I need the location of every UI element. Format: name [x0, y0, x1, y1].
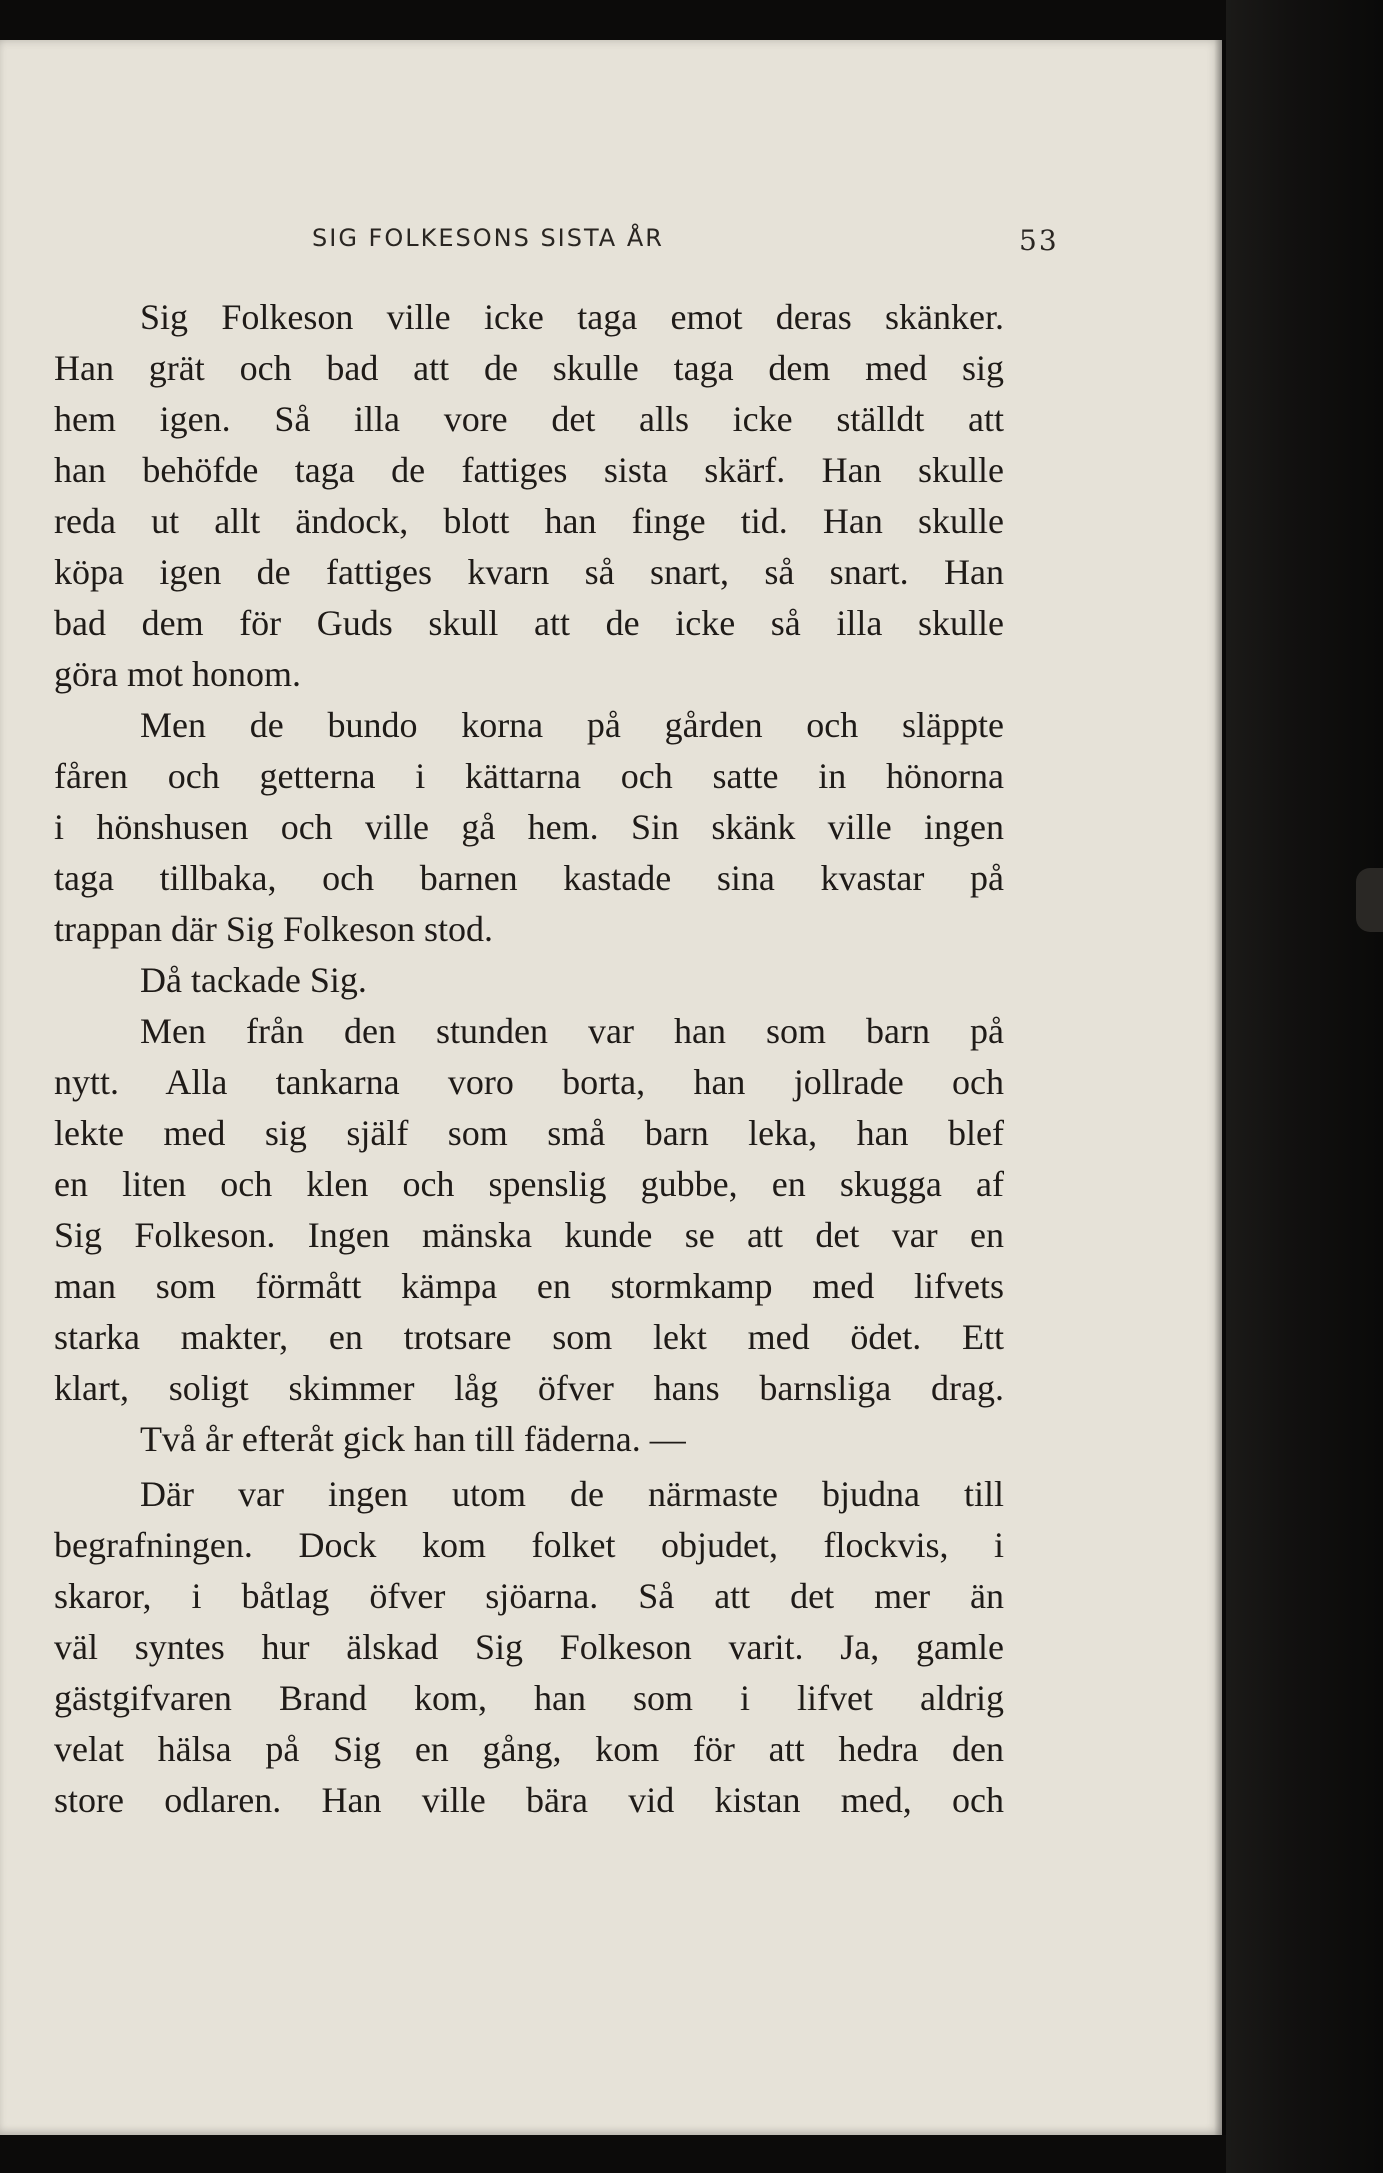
text-line: Men från den stunden var han som barn på: [140, 1011, 1004, 1051]
text-line: reda ut allt ändock, blott han finge tid. Han skulle: [54, 501, 1004, 541]
text-line: Sig Folkeson. Ingen mänska kunde se att det var en: [54, 1215, 1004, 1255]
page-edge-notch: [1356, 868, 1383, 932]
text-line: göra mot honom.: [54, 654, 301, 694]
text-line: klart, soligt skimmer låg öfver hans barnsliga drag.: [54, 1368, 1004, 1408]
text-line: trappan där Sig Folkeson stod.: [54, 909, 493, 949]
text-line: en liten och klen och spenslig gubbe, en skugga af: [54, 1164, 1004, 1204]
text-line: Han grät och bad att de skulle taga dem med sig: [54, 348, 1004, 388]
text-line: gästgifvaren Brand kom, han som i lifvet aldrig: [54, 1678, 1004, 1718]
running-title: SIG FOLKESONS SISTA ÅR: [312, 224, 664, 252]
text-line: köpa igen de fattiges kvarn så snart, så snart. Han: [54, 552, 1004, 592]
text-line: Men de bundo korna på gården och släppte: [140, 705, 1004, 745]
text-line: nytt. Alla tankarna voro borta, han jollrade och: [54, 1062, 1004, 1102]
page-number: 53: [1019, 224, 1059, 257]
text-line: hem igen. Så illa vore det alls icke ställdt att: [54, 399, 1004, 439]
text-line: skaror, i båtlag öfver sjöarna. Så att det mer än: [54, 1576, 1004, 1616]
body-text: [54, 292, 1004, 1826]
page-edge-shadow: [1214, 40, 1226, 2135]
text-line: i hönshusen och ville gå hem. Sin skänk ville ingen: [54, 807, 1004, 847]
text-line: fåren och getterna i kättarna och satte in hönorna: [54, 756, 1004, 796]
text-line: Sig Folkeson ville icke taga emot deras skänker.: [140, 297, 1004, 337]
text-line: begrafningen. Dock kom folket objudet, flockvis, i: [54, 1525, 1004, 1565]
text-line: Två år efteråt gick han till fäderna. —: [140, 1419, 686, 1459]
text-line: Då tackade Sig.: [140, 960, 367, 1000]
text-line: velat hälsa på Sig en gång, kom för att hedra den: [54, 1729, 1004, 1769]
text-line: lekte med sig själf som små barn leka, han blef: [54, 1113, 1004, 1153]
text-line: Där var ingen utom de närmaste bjudna till: [140, 1474, 1004, 1514]
text-line: väl syntes hur älskad Sig Folkeson varit. Ja, gamle: [54, 1627, 1004, 1667]
text-line: han behöfde taga de fattiges sista skärf. Han skulle: [54, 450, 1004, 490]
text-line: starka makter, en trotsare som lekt med ödet. Ett: [54, 1317, 1004, 1357]
book-edge-background: [1226, 0, 1383, 2173]
text-line: man som förmått kämpa en stormkamp med lifvets: [54, 1266, 1004, 1306]
running-header: [54, 224, 1059, 264]
text-line: taga tillbaka, och barnen kastade sina kvastar på: [54, 858, 1004, 898]
text-line: bad dem för Guds skull att de icke så illa skulle: [54, 603, 1004, 643]
text-line: store odlaren. Han ville bära vid kistan med, och: [54, 1780, 1004, 1820]
